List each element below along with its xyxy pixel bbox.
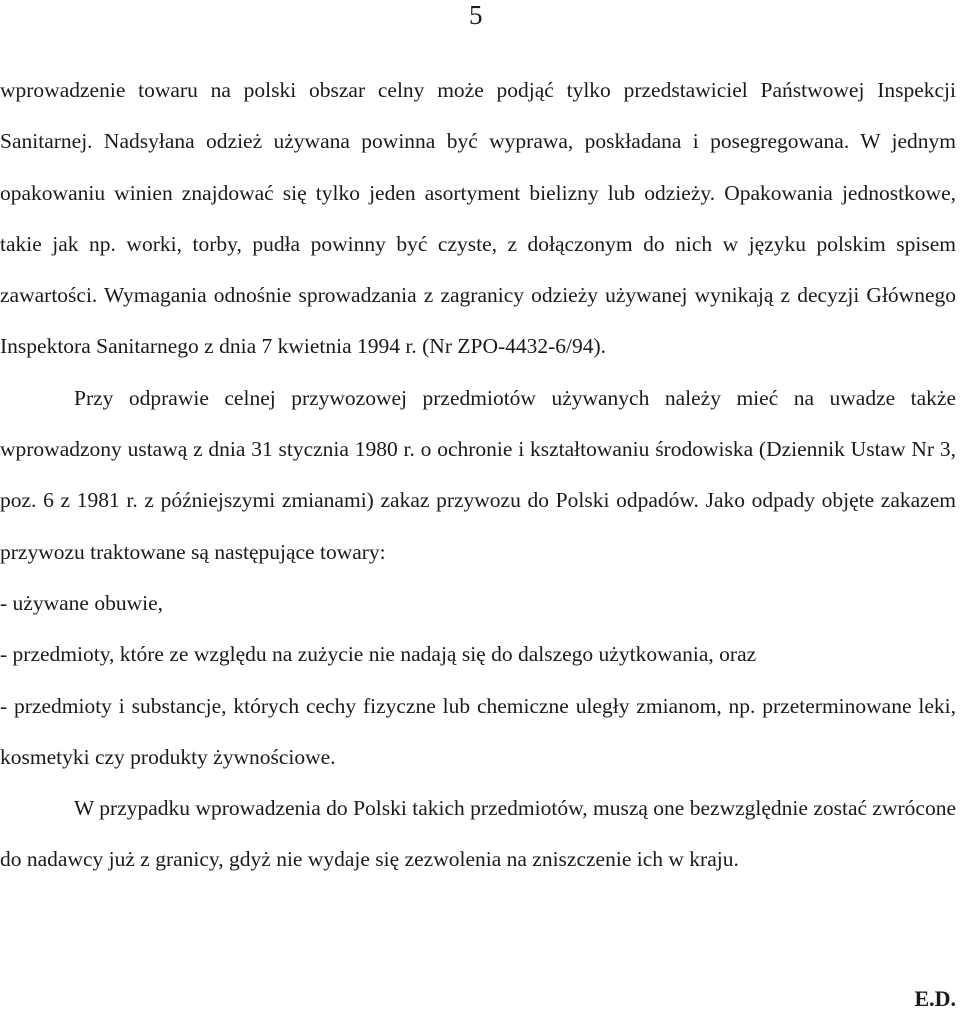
page-number: 5 — [469, 0, 483, 30]
list-item-worn-items: - przedmioty, które ze względu na zużycie nie nadają się do dalszego użytkowania, oraz — [0, 642, 757, 667]
list-item-used-footwear: - używane obuwie, — [0, 590, 163, 615]
paragraph-clothing-import-rules: wprowadzenie towaru na polski obszar celny może podjąć tylko przedstawiciel Państwowej Inspekcji Sanitarnej. Nadsyłana odzież używana powinna być wyprawa, poskładana i posegregowana. W jednym opakowaniu winien znajdować się tylko jeden asortyment bielizny lub odzieży. Opakowania jednostkowe, takie jak np. worki, torby, pudła powinny być czyste, z dołączonym do nich w języku polskim spisem zawartości. Wymagania odnośnie sprowadzania z zagranicy odzieży używanej wynikają z decyzji Głównego Inspektora Sanitarnego z dnia 7 kwietnia 1994 r. (Nr ZPO-4432-6/94). — [0, 78, 956, 359]
signature-initials: E.D. — [914, 986, 956, 1011]
document-body — [0, 65, 956, 886]
paragraph-waste-ban: Przy odprawie celnej przywozowej przedmiotów używanych należy mieć na uwadze także wprowadzony ustawą z dnia 31 stycznia 1980 r. o ochronie i kształtowaniu środowiska (Dziennik Ustaw Nr 3, poz. 6 z 1981 r. z późniejszymi zmianami) zakaz przywozu do Polski odpadów. Jako odpady objęte zakazem przywozu traktowane są następujące towary: — [0, 385, 956, 564]
list-item-changed-substances: - przedmioty i substancje, których cechy fizyczne lub chemiczne uległy zmianom, np. przeterminowane leki, kosmetyki czy produkty żywnościowe. — [0, 693, 956, 769]
paragraph-return-to-sender: W przypadku wprowadzenia do Polski takich przedmiotów, muszą one bezwzględnie zostać zwrócone do nadawcy już z granicy, gdyż nie wydaje się zezwolenia na zniszczenie ich w kraju. — [0, 796, 956, 872]
